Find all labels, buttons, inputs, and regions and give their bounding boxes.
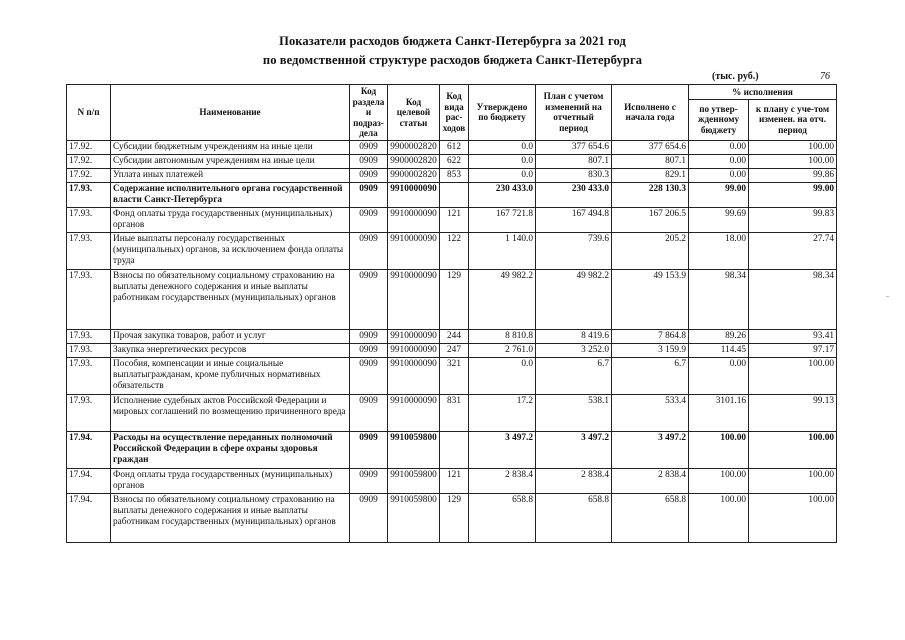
cell-section-code: 0909 [350,468,388,493]
document-title: Показатели расходов бюджета Санкт-Петербурга за 2021 год [279,34,626,48]
cell-expense-type: 247 [440,343,469,357]
cell-approved: 658.8 [469,493,536,542]
cell-executed: 2 838.4 [612,468,689,493]
cell-section-code: 0909 [350,207,388,232]
cell-approved: 0.0 [469,168,536,182]
col-header-pct-plan: к плану с уче-том изменен. на отч. период [749,99,837,140]
cell-name: Фонд оплаты труда государственных (муниципальных) органов [111,468,350,493]
cell-plan: 830.3 [536,168,612,182]
col-header-executed: Исполнено с начала года [612,85,689,141]
cell-plan: 3 252.0 [536,343,612,357]
cell-executed: 167 206.5 [612,207,689,232]
cell-approved: 1 140.0 [469,232,536,269]
cell-num: 17.93. [67,232,111,269]
cell-pct-approved: 18.00 [689,232,749,269]
cell-pct-plan: 99.13 [749,394,837,431]
cell-num: 17.93. [67,207,111,232]
cell-pct-plan: 99.86 [749,168,837,182]
cell-pct-approved: 100.00 [689,431,749,468]
scan-mark [886,296,889,297]
table-row [67,329,837,343]
cell-section-code: 0909 [350,357,388,394]
cell-pct-plan: 100.00 [749,431,837,468]
cell-executed: 658.8 [612,493,689,542]
cell-plan: 807.1 [536,154,612,168]
table-row [67,182,837,207]
cell-name: Субсидии бюджетным учреждениям на иные цели [111,140,350,154]
cell-num: 17.93. [67,329,111,343]
cell-pct-approved: 100.00 [689,493,749,542]
table-row [67,431,837,468]
col-header-num: N п/п [67,85,111,141]
cell-name: Прочая закупка товаров, работ и услуг [111,329,350,343]
cell-target-code: 9900002820 [388,140,440,154]
cell-approved: 0.0 [469,357,536,394]
cell-plan: 377 654.6 [536,140,612,154]
cell-target-code: 9910000090 [388,182,440,207]
cell-num: 17.93. [67,357,111,394]
cell-executed: 807.1 [612,154,689,168]
cell-target-code: 9910000090 [388,343,440,357]
cell-executed: 3 497.2 [612,431,689,468]
cell-pct-approved: 100.00 [689,468,749,493]
cell-num: 17.92. [67,140,111,154]
cell-pct-plan: 27.74 [749,232,837,269]
units-label: (тыс. руб.) [712,71,759,82]
cell-num: 17.93. [67,269,111,329]
cell-name: Исполнение судебных актов Российской Федерации и мировых соглашений по возмещению причиненного вреда [111,394,350,431]
cell-pct-plan: 93.41 [749,329,837,343]
cell-plan: 538.1 [536,394,612,431]
cell-pct-plan: 99.83 [749,207,837,232]
cell-approved: 17.2 [469,394,536,431]
cell-approved: 167 721.8 [469,207,536,232]
cell-plan: 230 433.0 [536,182,612,207]
cell-target-code: 9910000090 [388,269,440,329]
cell-executed: 228 130.3 [612,182,689,207]
cell-pct-plan: 100.00 [749,154,837,168]
col-header-name: Наименование [111,85,350,141]
cell-section-code: 0909 [350,154,388,168]
cell-executed: 6.7 [612,357,689,394]
cell-executed: 3 159.9 [612,343,689,357]
cell-pct-approved: 99.00 [689,182,749,207]
cell-expense-type: 129 [440,493,469,542]
cell-approved: 8 810.8 [469,329,536,343]
table-row [67,269,837,329]
cell-name: Субсидии автономным учреждениям на иные цели [111,154,350,168]
col-header-pct-group: % исполнения [689,85,837,100]
cell-section-code: 0909 [350,168,388,182]
cell-expense-type: 121 [440,207,469,232]
table-row [67,168,837,182]
table-body [67,140,837,542]
cell-num: 17.94. [67,431,111,468]
cell-section-code: 0909 [350,232,388,269]
cell-expense-type: 129 [440,269,469,329]
cell-section-code: 0909 [350,431,388,468]
cell-section-code: 0909 [350,394,388,431]
cell-expense-type: 853 [440,168,469,182]
cell-plan: 3 497.2 [536,431,612,468]
cell-section-code: 0909 [350,343,388,357]
cell-expense-type [440,182,469,207]
cell-name: Уплата иных платежей [111,168,350,182]
cell-num: 17.93. [67,394,111,431]
cell-name: Расходы на осуществление переданных полномочий Российской Федерации в сфере охраны здоровья граждан [111,431,350,468]
cell-approved: 2 761.0 [469,343,536,357]
table-row [67,343,837,357]
table-row [67,140,837,154]
cell-expense-type: 122 [440,232,469,269]
cell-pct-approved: 0.00 [689,357,749,394]
cell-num: 17.92. [67,168,111,182]
cell-approved: 0.0 [469,154,536,168]
cell-executed: 7 864.8 [612,329,689,343]
cell-name: Фонд оплаты труда государственных (муниципальных) органов [111,207,350,232]
cell-target-code: 9910000090 [388,357,440,394]
cell-plan: 49 982.2 [536,269,612,329]
cell-plan: 2 838.4 [536,468,612,493]
cell-num: 17.93. [67,182,111,207]
cell-approved: 230 433.0 [469,182,536,207]
cell-target-code: 9910059800 [388,431,440,468]
cell-executed: 533.4 [612,394,689,431]
cell-expense-type: 612 [440,140,469,154]
cell-name: Закупка энергетических ресурсов [111,343,350,357]
cell-pct-plan: 100.00 [749,493,837,542]
cell-name: Иные выплаты персоналу государственных (муниципальных) органов, за исключением фонда оплаты труда [111,232,350,269]
cell-expense-type: 121 [440,468,469,493]
cell-pct-plan: 100.00 [749,357,837,394]
cell-pct-plan: 100.00 [749,140,837,154]
cell-num: 17.93. [67,343,111,357]
cell-pct-plan: 100.00 [749,468,837,493]
cell-pct-plan: 99.00 [749,182,837,207]
cell-target-code: 9900002820 [388,168,440,182]
cell-section-code: 0909 [350,140,388,154]
cell-num: 17.94. [67,493,111,542]
cell-expense-type: 622 [440,154,469,168]
cell-executed: 829.1 [612,168,689,182]
cell-name: Взносы по обязательному социальному страхованию на выплаты денежного содержания и иные выплаты работникам государственных (муниципальных) органов [111,493,350,542]
cell-section-code: 0909 [350,269,388,329]
cell-pct-approved: 0.00 [689,140,749,154]
cell-num: 17.94. [67,468,111,493]
cell-approved: 49 982.2 [469,269,536,329]
cell-target-code: 9910000090 [388,232,440,269]
cell-pct-approved: 0.00 [689,154,749,168]
cell-plan: 6.7 [536,357,612,394]
table-row [67,394,837,431]
cell-plan: 167 494.8 [536,207,612,232]
cell-approved: 3 497.2 [469,431,536,468]
cell-target-code: 9910000090 [388,207,440,232]
budget-table [66,84,837,543]
col-header-pct-approved: по утвер-жденному бюджету [689,99,749,140]
cell-expense-type: 244 [440,329,469,343]
cell-pct-approved: 0.00 [689,168,749,182]
cell-pct-approved: 99.69 [689,207,749,232]
cell-target-code: 9910000090 [388,394,440,431]
cell-target-code: 9910059800 [388,493,440,542]
cell-executed: 49 153.9 [612,269,689,329]
cell-pct-approved: 114.45 [689,343,749,357]
cell-name: Пособия, компенсации и иные социальные выплатыгражданам, кроме публичных нормативных обязательств [111,357,350,394]
col-header-section-code: Код раздела и подраз-дела [350,85,388,141]
cell-target-code: 9910059800 [388,468,440,493]
cell-executed: 377 654.6 [612,140,689,154]
cell-pct-plan: 98.34 [749,269,837,329]
table-row [67,493,837,542]
cell-target-code: 9910000090 [388,329,440,343]
cell-expense-type: 831 [440,394,469,431]
cell-pct-approved: 98.34 [689,269,749,329]
cell-section-code: 0909 [350,493,388,542]
document-subtitle: по ведомственной структуре расходов бюджета Санкт-Петербурга [262,53,643,67]
cell-plan: 739.6 [536,232,612,269]
cell-plan: 658.8 [536,493,612,542]
cell-section-code: 0909 [350,182,388,207]
cell-approved: 0.0 [469,140,536,154]
cell-plan: 8 419.6 [536,329,612,343]
table-row [67,207,837,232]
cell-expense-type: 321 [440,357,469,394]
table-row [67,232,837,269]
col-header-plan: План с учетом изменений на отчетный период [536,85,612,141]
cell-name: Содержание исполнительного органа государственной власти Санкт-Петербурга [111,182,350,207]
col-header-target-code: Код целевой статьи [388,85,440,141]
cell-name: Взносы по обязательному социальному страхованию на выплаты денежного содержания и иные выплаты работникам государственных (муниципальных) органов [111,269,350,329]
cell-pct-plan: 97.17 [749,343,837,357]
cell-section-code: 0909 [350,329,388,343]
cell-approved: 2 838.4 [469,468,536,493]
col-header-approved: Утверждено по бюджету [469,85,536,141]
cell-target-code: 9900002820 [388,154,440,168]
cell-pct-approved: 89.26 [689,329,749,343]
cell-expense-type [440,431,469,468]
cell-executed: 205.2 [612,232,689,269]
page-number: 76 [820,71,830,82]
table-header-row [67,85,837,100]
col-header-expense-type: Код вида рас-ходов [440,85,469,141]
cell-pct-approved: 3101.16 [689,394,749,431]
table-row [67,154,837,168]
cell-num: 17.92. [67,154,111,168]
table-row [67,468,837,493]
table-row [67,357,837,394]
